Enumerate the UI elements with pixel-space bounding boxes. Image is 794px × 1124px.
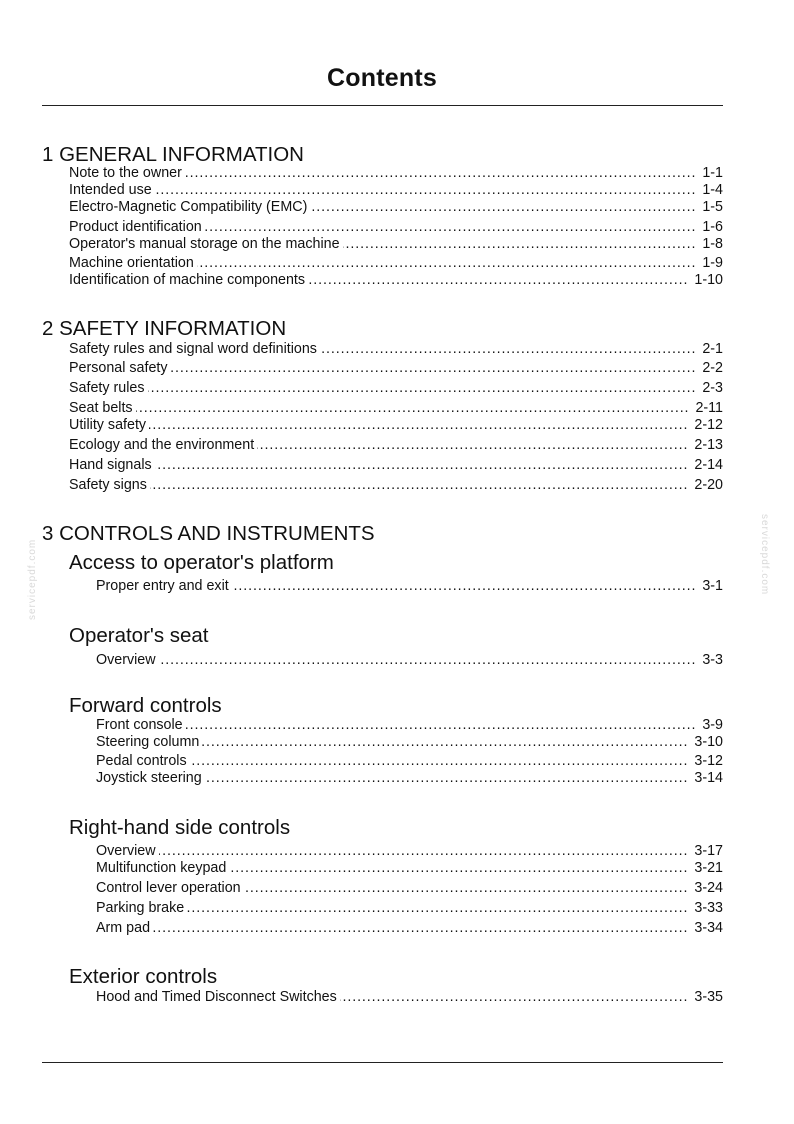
dot-leader	[197, 254, 697, 272]
entry-label: Steering column	[96, 734, 200, 750]
dot-leader	[205, 218, 697, 236]
entry-label: Identification of machine components	[69, 272, 306, 288]
toc-entry[interactable]	[69, 476, 723, 494]
toc-entry[interactable]	[96, 842, 723, 860]
entry-label: Electro-Magnetic Compatibility (EMC)	[69, 199, 308, 215]
toc-entry[interactable]	[96, 733, 723, 751]
toc-entry[interactable]	[69, 359, 723, 377]
entry-label: Front console	[96, 717, 183, 733]
entry-label: Hand signals	[69, 457, 152, 473]
dot-leader	[190, 752, 689, 770]
entry-page: 3-12	[694, 753, 723, 769]
entry-label: Note to the owner	[69, 165, 182, 181]
dot-leader	[187, 899, 688, 917]
entry-label: Safety signs	[69, 477, 147, 493]
entry-label: Utility safety	[69, 417, 147, 433]
subsection-heading: Forward controls	[69, 694, 222, 717]
entry-label: Arm pad	[96, 920, 151, 936]
toc-entry[interactable]	[96, 651, 723, 669]
entry-page: 2-1	[702, 341, 723, 357]
dot-leader	[202, 733, 688, 751]
entry-page: 3-17	[694, 843, 723, 859]
dot-leader	[308, 271, 688, 289]
bottom-divider	[42, 1062, 723, 1063]
entry-label: Multifunction keypad	[96, 860, 227, 876]
entry-page: 3-9	[702, 717, 723, 733]
entry-label: Proper entry and exit	[96, 578, 229, 594]
dot-leader	[153, 919, 688, 937]
entry-label: Intended use	[69, 182, 152, 198]
entry-page: 3-24	[694, 880, 723, 896]
entry-label: Hood and Timed Disconnect Switches	[96, 989, 337, 1005]
toc-entry[interactable]	[96, 988, 723, 1006]
entry-label: Product identification	[69, 219, 202, 235]
toc-entry[interactable]	[69, 181, 723, 199]
entry-page: 3-14	[694, 770, 723, 786]
toc-entry[interactable]	[69, 436, 723, 454]
dot-leader	[155, 181, 697, 199]
entry-page: 3-10	[694, 734, 723, 750]
entry-page: 2-20	[694, 477, 723, 493]
page-title: Contents	[327, 64, 437, 92]
entry-page: 1-8	[702, 236, 723, 252]
entry-page: 2-12	[694, 417, 723, 433]
toc-entry[interactable]	[69, 254, 723, 272]
toc-entry[interactable]	[69, 235, 723, 253]
entry-page: 3-33	[694, 900, 723, 916]
entry-label: Safety rules and signal word definitions	[69, 341, 317, 357]
section-heading: 2 SAFETY INFORMATION	[42, 317, 287, 340]
entry-page: 1-6	[702, 219, 723, 235]
entry-page: 3-35	[694, 989, 723, 1005]
entry-label: Parking brake	[96, 900, 185, 916]
entry-page: 1-5	[702, 199, 723, 215]
dot-leader	[150, 476, 688, 494]
dot-leader	[320, 340, 696, 358]
dot-leader	[343, 235, 697, 253]
entry-page: 3-34	[694, 920, 723, 936]
entry-page: 1-4	[702, 182, 723, 198]
section-heading: 1 GENERAL INFORMATION	[42, 143, 304, 166]
toc-entry[interactable]	[69, 164, 723, 182]
dot-leader	[244, 879, 689, 897]
dot-leader	[149, 416, 688, 434]
dot-leader	[229, 859, 688, 877]
entry-label: Personal safety	[69, 360, 168, 376]
entry-page: 3-1	[702, 578, 723, 594]
entry-label: Joystick steering	[96, 770, 202, 786]
dot-leader	[340, 988, 689, 1006]
entry-page: 3-3	[702, 652, 723, 668]
entry-label: Pedal controls	[96, 753, 187, 769]
entry-label: Machine orientation	[69, 255, 194, 271]
dot-leader	[205, 769, 689, 787]
entry-label: Control lever operation	[96, 880, 241, 896]
section-heading: 3 CONTROLS AND INSTRUMENTS	[42, 522, 375, 545]
toc-entry[interactable]	[69, 379, 723, 397]
entry-label: Safety rules	[69, 380, 145, 396]
entry-label: Overview	[96, 843, 156, 859]
top-divider	[42, 105, 723, 106]
entry-page: 2-13	[694, 437, 723, 453]
toc-entry[interactable]	[96, 752, 723, 770]
toc-entry[interactable]	[69, 399, 723, 417]
dot-leader	[171, 359, 697, 377]
dot-leader	[186, 716, 697, 734]
entry-page: 2-14	[694, 457, 723, 473]
toc-entry[interactable]	[96, 859, 723, 877]
toc-entry[interactable]	[96, 769, 723, 787]
dot-leader	[159, 842, 689, 860]
dot-leader	[185, 164, 696, 182]
toc-entry[interactable]	[69, 456, 723, 474]
entry-label: Seat belts	[69, 400, 133, 416]
toc-entry[interactable]	[69, 218, 723, 236]
subsection-heading: Right-hand side controls	[69, 816, 291, 839]
watermark-left: servicepdf.com	[27, 538, 38, 620]
dot-leader	[159, 651, 697, 669]
entry-page: 2-11	[695, 400, 723, 416]
dot-leader	[136, 399, 690, 417]
dot-leader	[232, 577, 697, 595]
toc-entry[interactable]	[69, 198, 723, 216]
entry-page: 1-9	[702, 255, 723, 271]
toc-entry[interactable]	[96, 899, 723, 917]
toc-entry[interactable]	[96, 879, 723, 897]
toc-entry[interactable]	[96, 577, 723, 595]
toc-entry[interactable]	[69, 416, 723, 434]
entry-page: 3-21	[694, 860, 723, 876]
subsection-heading: Exterior controls	[69, 965, 218, 988]
entry-page: 1-1	[702, 165, 723, 181]
dot-leader	[155, 456, 689, 474]
entry-label: Ecology and the environment	[69, 437, 255, 453]
toc-entry[interactable]	[96, 716, 723, 734]
dot-leader	[310, 198, 696, 216]
watermark-right: servicepdf.com	[759, 514, 770, 596]
toc-entry[interactable]	[69, 271, 723, 289]
toc-entry[interactable]	[96, 919, 723, 937]
dot-leader	[257, 436, 688, 454]
entry-page: 2-3	[702, 380, 723, 396]
subsection-heading: Operator's seat	[69, 624, 209, 647]
toc-entry[interactable]	[69, 340, 723, 358]
entry-label: Operator's manual storage on the machine	[69, 236, 340, 252]
entry-page: 2-2	[702, 360, 723, 376]
subsection-heading: Access to operator's platform	[69, 551, 334, 574]
dot-leader	[148, 379, 697, 397]
entry-page: 1-10	[694, 272, 723, 288]
entry-label: Overview	[96, 652, 156, 668]
